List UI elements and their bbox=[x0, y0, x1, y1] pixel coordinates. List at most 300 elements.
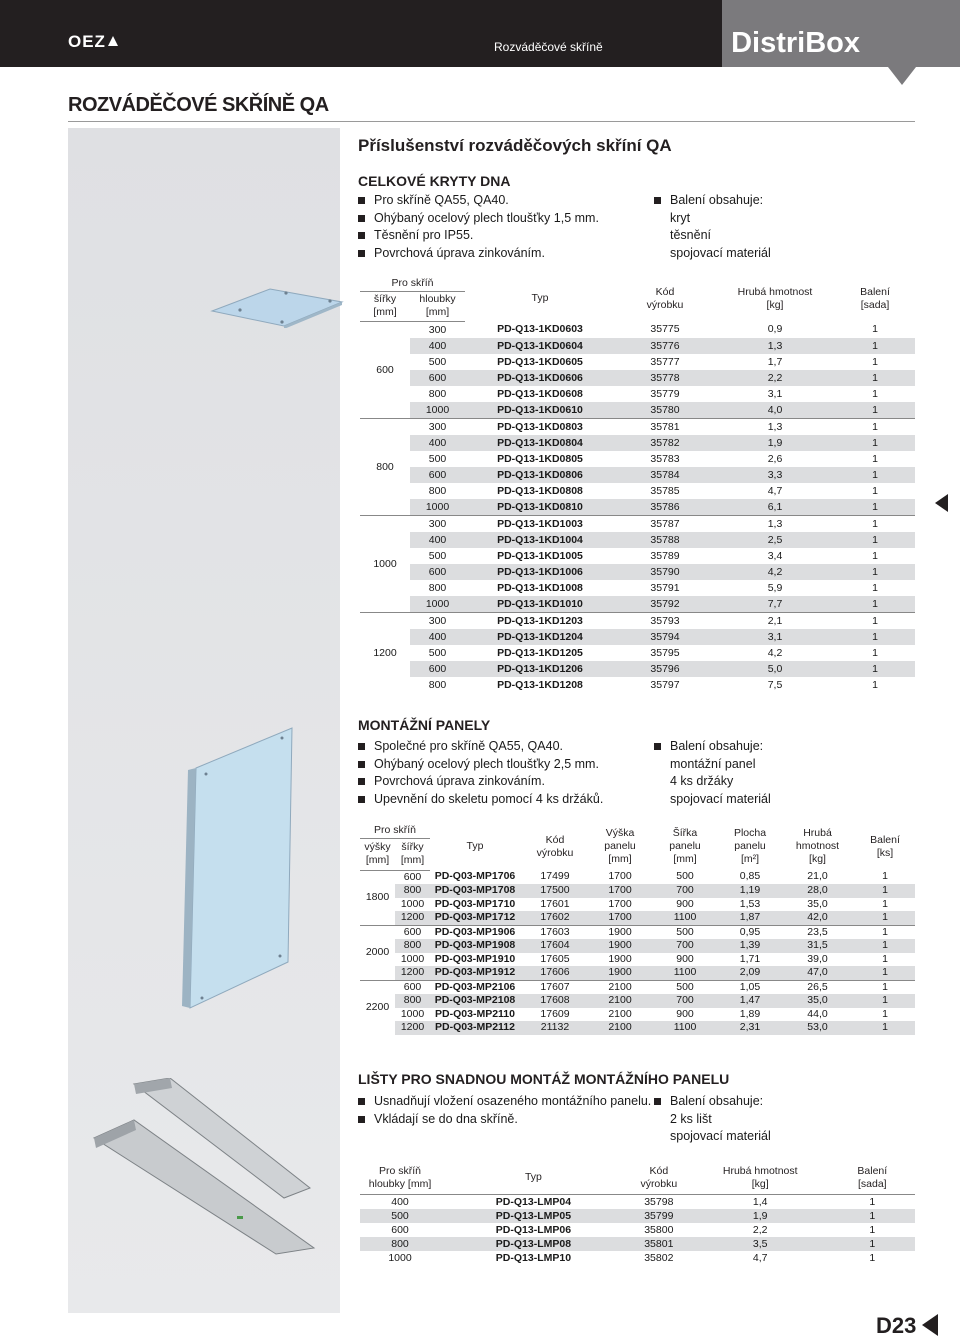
table-cell: 500 bbox=[428, 452, 447, 465]
table-cell: 39,0 bbox=[807, 952, 828, 965]
table-cell: 1,05 bbox=[720, 980, 780, 994]
table-cell: 2200 bbox=[360, 980, 395, 1035]
table-cell: PD-Q03-MP1908 bbox=[430, 939, 520, 953]
table-cell: 1000 bbox=[400, 952, 425, 965]
table-cell: PD-Q13-LMP04 bbox=[495, 1195, 572, 1208]
table-cell: PD-Q13-1KD0605 bbox=[497, 355, 583, 368]
floor-cover-image bbox=[210, 286, 345, 328]
table-cell: 1,7 bbox=[767, 355, 783, 368]
panels-package bbox=[654, 738, 771, 808]
rails-title: LIŠTY PRO SNADNOU MONTÁŽ MONTÁŽNÍHO PANELU bbox=[358, 1071, 730, 1087]
table-cell: 1 bbox=[835, 596, 915, 613]
table-cell: 42,0 bbox=[780, 911, 855, 925]
table-cell: 900 bbox=[676, 1007, 694, 1020]
table-cell: PD-Q13-1KD1206 bbox=[465, 661, 615, 677]
table-cell: 17500 bbox=[520, 884, 590, 898]
panels-table-body bbox=[360, 870, 915, 1035]
table-cell: 800 bbox=[428, 581, 447, 594]
table-cell: 1,87 bbox=[720, 911, 780, 925]
col-group-header: Pro skříň bbox=[360, 276, 465, 291]
table-cell: 2100 bbox=[590, 994, 650, 1008]
table-cell: 1 bbox=[835, 532, 915, 548]
table-cell: 600 bbox=[391, 1223, 409, 1236]
table-row bbox=[360, 451, 915, 467]
table-cell: 35785 bbox=[650, 484, 680, 497]
table-cell: 4,7 bbox=[767, 484, 783, 497]
table-cell: 700 bbox=[650, 939, 720, 953]
table-cell: 44,0 bbox=[807, 1007, 828, 1020]
table-cell: PD-Q13-1KD1208 bbox=[497, 678, 583, 691]
table-cell: 1 bbox=[855, 966, 915, 980]
package-item: 4 ks držáky bbox=[670, 774, 734, 788]
table-cell: PD-Q13-1KD1010 bbox=[465, 596, 615, 613]
table-cell: 1 bbox=[830, 1209, 915, 1223]
table-row bbox=[360, 612, 915, 629]
table-cell: 300 bbox=[410, 515, 465, 532]
table-cell: 300 bbox=[428, 323, 447, 336]
table-cell: 800 bbox=[360, 418, 410, 515]
package-title: Balení obsahuje: bbox=[654, 192, 771, 210]
table-row bbox=[360, 629, 915, 645]
table-cell: 4,0 bbox=[715, 402, 835, 419]
table-cell: 1200 bbox=[395, 966, 430, 980]
package-title: Balení obsahuje: bbox=[654, 1093, 771, 1111]
header-left bbox=[0, 0, 722, 67]
table-cell: 2,1 bbox=[715, 612, 835, 629]
table-cell: 35788 bbox=[615, 532, 715, 548]
table-cell: 35787 bbox=[615, 515, 715, 532]
table-cell: 500 bbox=[428, 646, 447, 659]
table-cell: 2,2 bbox=[752, 1223, 768, 1236]
table-cell: 600 bbox=[395, 925, 430, 939]
table-cell: 1 bbox=[882, 1007, 888, 1020]
bullet: Ohýbaný ocelový plech tloušťky 2,5 mm. bbox=[358, 756, 603, 774]
table-cell: 35794 bbox=[615, 629, 715, 645]
table-cell: 1 bbox=[872, 323, 878, 336]
table-cell: 35802 bbox=[644, 1251, 674, 1264]
table-cell: 17499 bbox=[540, 870, 570, 883]
table-cell: 1,3 bbox=[715, 418, 835, 435]
table-cell: 1 bbox=[855, 939, 915, 953]
table-row bbox=[360, 370, 915, 386]
table-cell: 400 bbox=[410, 435, 465, 451]
table-cell: 2,5 bbox=[715, 532, 835, 548]
table-cell: 4,2 bbox=[715, 564, 835, 580]
table-cell: 31,5 bbox=[780, 939, 855, 953]
bullet: Společné pro skříně QA55, QA40. bbox=[358, 738, 603, 756]
table-cell: 2100 bbox=[590, 1021, 650, 1035]
page-title: ROZVÁDĚČOVÉ SKŘÍNĚ QA bbox=[68, 94, 329, 116]
header-right bbox=[722, 0, 960, 67]
table-cell: 23,5 bbox=[780, 925, 855, 939]
table-cell: 600 bbox=[410, 370, 465, 386]
table-cell: 1,9 bbox=[691, 1209, 830, 1223]
table-cell: 2,31 bbox=[720, 1021, 780, 1035]
table-cell: 1,3 bbox=[715, 338, 835, 354]
table-cell: 1,3 bbox=[715, 515, 835, 532]
package-item: těsnění bbox=[670, 228, 712, 242]
table-cell: 1000 bbox=[360, 515, 410, 612]
col-group-header: Pro skříň bbox=[360, 823, 430, 838]
table-cell: 500 bbox=[650, 980, 720, 994]
table-row bbox=[360, 435, 915, 451]
header-subject: Rozváděčové skříně bbox=[494, 40, 603, 54]
table-cell: 5,9 bbox=[767, 581, 783, 594]
table-cell: 1 bbox=[835, 338, 915, 354]
table-row bbox=[360, 499, 915, 516]
table-cell: 35786 bbox=[615, 499, 715, 516]
table-cell: 5,0 bbox=[715, 661, 835, 677]
rails-bullets bbox=[358, 1093, 651, 1128]
table-cell: PD-Q13-1KD0606 bbox=[465, 370, 615, 386]
col-type: Typ bbox=[531, 292, 549, 304]
table-cell: PD-Q13-1KD0810 bbox=[465, 499, 615, 516]
table-cell: 35,0 bbox=[807, 897, 828, 910]
table-cell: 1,47 bbox=[720, 994, 780, 1008]
table-cell: PD-Q13-1KD1004 bbox=[465, 532, 615, 548]
rails-package bbox=[654, 1093, 771, 1146]
table-cell: 300 bbox=[410, 612, 465, 629]
table-cell: 1000 bbox=[410, 499, 465, 516]
table-cell: 35790 bbox=[615, 564, 715, 580]
table-cell: 35801 bbox=[627, 1237, 691, 1251]
table-cell: PD-Q13-1KD1205 bbox=[497, 646, 583, 659]
table-cell: 1000 bbox=[400, 1007, 425, 1020]
table-row bbox=[360, 1251, 915, 1265]
table-row bbox=[360, 966, 915, 980]
table-row bbox=[360, 925, 915, 939]
table-cell: 3,1 bbox=[715, 629, 835, 645]
col-height: výšky [mm] bbox=[360, 838, 395, 870]
table-cell: 35797 bbox=[650, 678, 680, 691]
table-cell: 600 bbox=[360, 321, 410, 418]
table-cell: 17608 bbox=[520, 994, 590, 1008]
table-cell: 1 bbox=[872, 549, 878, 562]
table-cell: 0,9 bbox=[767, 323, 783, 336]
table-cell: 7,5 bbox=[767, 678, 783, 691]
table-row bbox=[360, 402, 915, 419]
table-cell: 1 bbox=[869, 1251, 876, 1264]
table-cell: 1 bbox=[835, 661, 915, 677]
table-cell: PD-Q03-MP1706 bbox=[434, 870, 516, 883]
brand-title: DistriBox bbox=[731, 27, 860, 59]
table-cell: PD-Q13-1KD0610 bbox=[465, 402, 615, 419]
table-cell: PD-Q03-MP1912 bbox=[430, 966, 520, 980]
table-cell: PD-Q13-LMP06 bbox=[495, 1223, 572, 1236]
table-cell: 4,7 bbox=[752, 1251, 768, 1264]
logo-triangle-icon bbox=[108, 36, 118, 46]
table-cell: 1000 bbox=[388, 1251, 412, 1264]
table-cell: 47,0 bbox=[780, 966, 855, 980]
table-cell: 1 bbox=[835, 370, 915, 386]
table-cell: PD-Q13-1KD1005 bbox=[497, 549, 583, 562]
table-cell: 17603 bbox=[520, 925, 590, 939]
table-cell: 28,0 bbox=[780, 884, 855, 898]
table-cell: 21,0 bbox=[807, 870, 828, 883]
table-cell: 500 bbox=[650, 925, 720, 939]
table-cell: PD-Q13-1KD1006 bbox=[465, 564, 615, 580]
table-cell: 400 bbox=[391, 1195, 409, 1208]
table-cell: 600 bbox=[410, 661, 465, 677]
table-row bbox=[360, 515, 915, 532]
table-cell: 400 bbox=[410, 338, 465, 354]
table-cell: PD-Q03-MP1710 bbox=[434, 897, 516, 910]
table-cell: PD-Q13-1KD0804 bbox=[465, 435, 615, 451]
col-depth: hloubky [mm] bbox=[410, 291, 465, 321]
table-cell: 1 bbox=[855, 911, 915, 925]
table-cell: 3,5 bbox=[691, 1237, 830, 1251]
table-cell: 1 bbox=[835, 402, 915, 419]
table-cell: 600 bbox=[410, 564, 465, 580]
bullet: Vkládají se do dna skříně. bbox=[358, 1111, 651, 1129]
table-cell: 1200 bbox=[395, 1021, 430, 1035]
table-cell: 35796 bbox=[615, 661, 715, 677]
table-cell: 2000 bbox=[360, 925, 395, 980]
table-cell: 1,53 bbox=[739, 897, 761, 910]
col-type: Typ bbox=[466, 840, 484, 852]
table-cell: 1,89 bbox=[739, 1007, 761, 1020]
table-cell: 35779 bbox=[650, 387, 680, 400]
table-cell: 17604 bbox=[520, 939, 590, 953]
table-cell: 600 bbox=[395, 980, 430, 994]
title-divider bbox=[68, 121, 915, 122]
table-cell: 17605 bbox=[540, 952, 570, 965]
table-row bbox=[360, 321, 915, 338]
table-cell: 500 bbox=[428, 549, 447, 562]
oez-logo: OEZ bbox=[68, 32, 118, 52]
table-cell: 1 bbox=[882, 897, 888, 910]
table-cell: 35783 bbox=[650, 452, 680, 465]
table-cell: 3,3 bbox=[715, 467, 835, 483]
table-cell: PD-Q03-MP2106 bbox=[430, 980, 520, 994]
table-row bbox=[360, 532, 915, 548]
table-cell: 800 bbox=[395, 939, 430, 953]
bullet: Pro skříně QA55, QA40. bbox=[358, 192, 599, 210]
table-cell: 1,19 bbox=[720, 884, 780, 898]
table-cell: PD-Q03-MP1906 bbox=[430, 925, 520, 939]
table-cell: 900 bbox=[676, 897, 694, 910]
table-cell: 1100 bbox=[650, 1021, 720, 1035]
table-cell: 3,1 bbox=[767, 387, 783, 400]
col-pack: Balení [ks] bbox=[870, 833, 900, 859]
table-cell: 1 bbox=[872, 646, 878, 659]
package-item: spojovací materiál bbox=[670, 1129, 771, 1143]
table-cell: 1700 bbox=[590, 911, 650, 925]
col-depth: Pro skříň hloubky [mm] bbox=[360, 1162, 440, 1194]
table-cell: 1 bbox=[872, 581, 878, 594]
table-cell: 1,39 bbox=[720, 939, 780, 953]
table-row bbox=[360, 483, 915, 499]
table-cell: 1 bbox=[855, 884, 915, 898]
panels-title: MONTÁŽNÍ PANELY bbox=[358, 717, 491, 733]
table-cell: 1 bbox=[835, 564, 915, 580]
table-row bbox=[360, 661, 915, 677]
floors-table-body bbox=[360, 321, 915, 693]
col-panel-width: Šířka panelu [mm] bbox=[669, 827, 701, 865]
package-title: Balení obsahuje: bbox=[654, 738, 771, 756]
table-cell: PD-Q13-1KD0603 bbox=[497, 323, 583, 336]
col-panel-height: Výška panelu [mm] bbox=[604, 827, 636, 865]
table-cell: 300 bbox=[410, 418, 465, 435]
table-cell: 800 bbox=[395, 884, 430, 898]
table-cell: 800 bbox=[395, 994, 430, 1008]
col-width: šířky [mm] bbox=[360, 291, 410, 321]
table-cell: 1 bbox=[855, 925, 915, 939]
table-cell: 35777 bbox=[650, 355, 680, 368]
table-cell: 1 bbox=[835, 515, 915, 532]
rails-table-body bbox=[360, 1194, 915, 1265]
table-cell: 35,0 bbox=[780, 994, 855, 1008]
col-weight: Hrubá hmotnost [kg] bbox=[795, 827, 840, 865]
table-cell: PD-Q13-1KD0808 bbox=[497, 484, 583, 497]
panels-bullets bbox=[358, 738, 603, 808]
side-nav-arrow-icon[interactable] bbox=[935, 494, 948, 512]
table-cell: 1700 bbox=[608, 870, 632, 883]
table-cell: 400 bbox=[410, 532, 465, 548]
table-cell: 1000 bbox=[410, 596, 465, 613]
table-cell: PD-Q03-MP1708 bbox=[430, 884, 520, 898]
table-cell: 26,5 bbox=[780, 980, 855, 994]
table-cell: 1900 bbox=[590, 966, 650, 980]
table-cell: 1 bbox=[830, 1237, 915, 1251]
table-cell: 35789 bbox=[650, 549, 680, 562]
table-cell: 35776 bbox=[615, 338, 715, 354]
table-cell: 35795 bbox=[650, 646, 680, 659]
table-cell: 35800 bbox=[644, 1223, 674, 1236]
table-cell: 17606 bbox=[520, 966, 590, 980]
table-cell: 400 bbox=[410, 629, 465, 645]
table-row bbox=[360, 580, 915, 596]
table-cell: 4,2 bbox=[767, 646, 783, 659]
table-cell: 1900 bbox=[590, 925, 650, 939]
table-cell: 1,9 bbox=[715, 435, 835, 451]
table-row bbox=[360, 564, 915, 580]
table-cell: 17601 bbox=[540, 897, 570, 910]
table-cell: PD-Q13-1KD1203 bbox=[465, 612, 615, 629]
table-cell: 6,1 bbox=[715, 499, 835, 516]
table-cell: PD-Q13-LMP10 bbox=[495, 1251, 572, 1264]
section-title: Příslušenství rozváděčových skříní QA bbox=[358, 136, 672, 155]
table-row bbox=[360, 386, 915, 402]
floors-bullets bbox=[358, 192, 599, 262]
table-cell: 1 bbox=[835, 499, 915, 516]
table-cell: 0,95 bbox=[720, 925, 780, 939]
table-cell: 7,7 bbox=[715, 596, 835, 613]
table-cell: 1 bbox=[872, 355, 878, 368]
table-cell: 1,71 bbox=[739, 952, 761, 965]
table-cell: PD-Q13-1KD0806 bbox=[465, 467, 615, 483]
mounting-panel-image bbox=[160, 726, 300, 1010]
package-item: spojovací materiál bbox=[670, 245, 771, 260]
table-cell: 1 bbox=[872, 452, 878, 465]
package-item: spojovací materiál bbox=[670, 791, 771, 806]
bullet: Upevnění do skeletu pomocí 4 ks držáků. bbox=[358, 791, 603, 809]
table-cell: 0,85 bbox=[739, 870, 761, 883]
table-cell: 21132 bbox=[520, 1021, 590, 1035]
table-row bbox=[360, 994, 915, 1008]
table-cell: 800 bbox=[428, 387, 447, 400]
table-row bbox=[360, 939, 915, 953]
bullet: Usnadňují vložení osazeného montážního panelu. bbox=[358, 1093, 651, 1111]
col-area: Plocha panelu [m²] bbox=[733, 827, 767, 865]
table-cell: PD-Q13-1KD1204 bbox=[465, 629, 615, 645]
table-cell: 35781 bbox=[615, 418, 715, 435]
table-row bbox=[360, 548, 915, 564]
header-bar bbox=[0, 0, 960, 67]
col-weight: Hrubá hmotnost [kg] bbox=[737, 285, 813, 311]
table-cell: 2,2 bbox=[715, 370, 835, 386]
package-item: montážní panel bbox=[670, 756, 756, 771]
table-cell: 1 bbox=[835, 629, 915, 645]
table-cell: PD-Q13-1KD1008 bbox=[497, 581, 583, 594]
table-cell: 35784 bbox=[615, 467, 715, 483]
bullet: Povrchová úprava zinkováním. bbox=[358, 245, 599, 263]
table-cell: 35799 bbox=[627, 1209, 691, 1223]
rails-table bbox=[360, 1162, 915, 1265]
table-row bbox=[360, 354, 915, 370]
table-row bbox=[360, 953, 915, 967]
table-cell: 35793 bbox=[615, 612, 715, 629]
table-cell: 600 bbox=[410, 467, 465, 483]
table-cell: 35778 bbox=[615, 370, 715, 386]
table-cell: 2100 bbox=[590, 980, 650, 994]
table-cell: 1 bbox=[872, 484, 878, 497]
table-cell: 35782 bbox=[615, 435, 715, 451]
table-cell: 2,6 bbox=[767, 452, 783, 465]
table-row bbox=[360, 1223, 915, 1237]
col-code: Kód výrobku bbox=[536, 833, 574, 859]
table-row bbox=[360, 1021, 915, 1035]
col-code: Kód výrobku bbox=[627, 1162, 691, 1194]
table-cell: 1 bbox=[835, 435, 915, 451]
table-cell: 800 bbox=[428, 484, 447, 497]
table-cell: 500 bbox=[428, 355, 447, 368]
table-row bbox=[360, 1194, 915, 1209]
col-width: šířky [mm] bbox=[395, 838, 430, 870]
table-row bbox=[360, 467, 915, 483]
page-nav-arrow-icon[interactable] bbox=[922, 1314, 938, 1336]
table-cell: 1 bbox=[855, 1021, 915, 1035]
table-cell: PD-Q13-1KD1003 bbox=[465, 515, 615, 532]
table-cell: 1000 bbox=[410, 402, 465, 419]
table-cell: PD-Q13-1KD0608 bbox=[497, 387, 583, 400]
mounting-rails-image bbox=[74, 1078, 324, 1258]
table-row bbox=[360, 418, 915, 435]
table-cell: 1 bbox=[872, 387, 878, 400]
table-cell: PD-Q03-MP2110 bbox=[435, 1007, 515, 1020]
table-cell: 1800 bbox=[360, 870, 395, 925]
package-item: kryt bbox=[670, 210, 691, 225]
table-row bbox=[360, 1008, 915, 1022]
table-cell: PD-Q03-MP2112 bbox=[430, 1021, 520, 1035]
table-cell: 2,09 bbox=[720, 966, 780, 980]
table-row bbox=[360, 596, 915, 613]
table-cell: 1100 bbox=[650, 911, 720, 925]
table-row bbox=[360, 980, 915, 994]
table-cell: 17607 bbox=[520, 980, 590, 994]
table-cell: 1 bbox=[835, 418, 915, 435]
table-cell: 500 bbox=[360, 1209, 440, 1223]
table-cell: 17602 bbox=[520, 911, 590, 925]
table-cell: 35798 bbox=[644, 1195, 674, 1208]
table-cell: 1 bbox=[835, 612, 915, 629]
header-notch-icon bbox=[888, 67, 916, 85]
table-cell: 1 bbox=[882, 952, 888, 965]
table-row bbox=[360, 338, 915, 354]
table-cell: 700 bbox=[650, 884, 720, 898]
table-cell: 53,0 bbox=[780, 1021, 855, 1035]
table-row bbox=[360, 898, 915, 912]
